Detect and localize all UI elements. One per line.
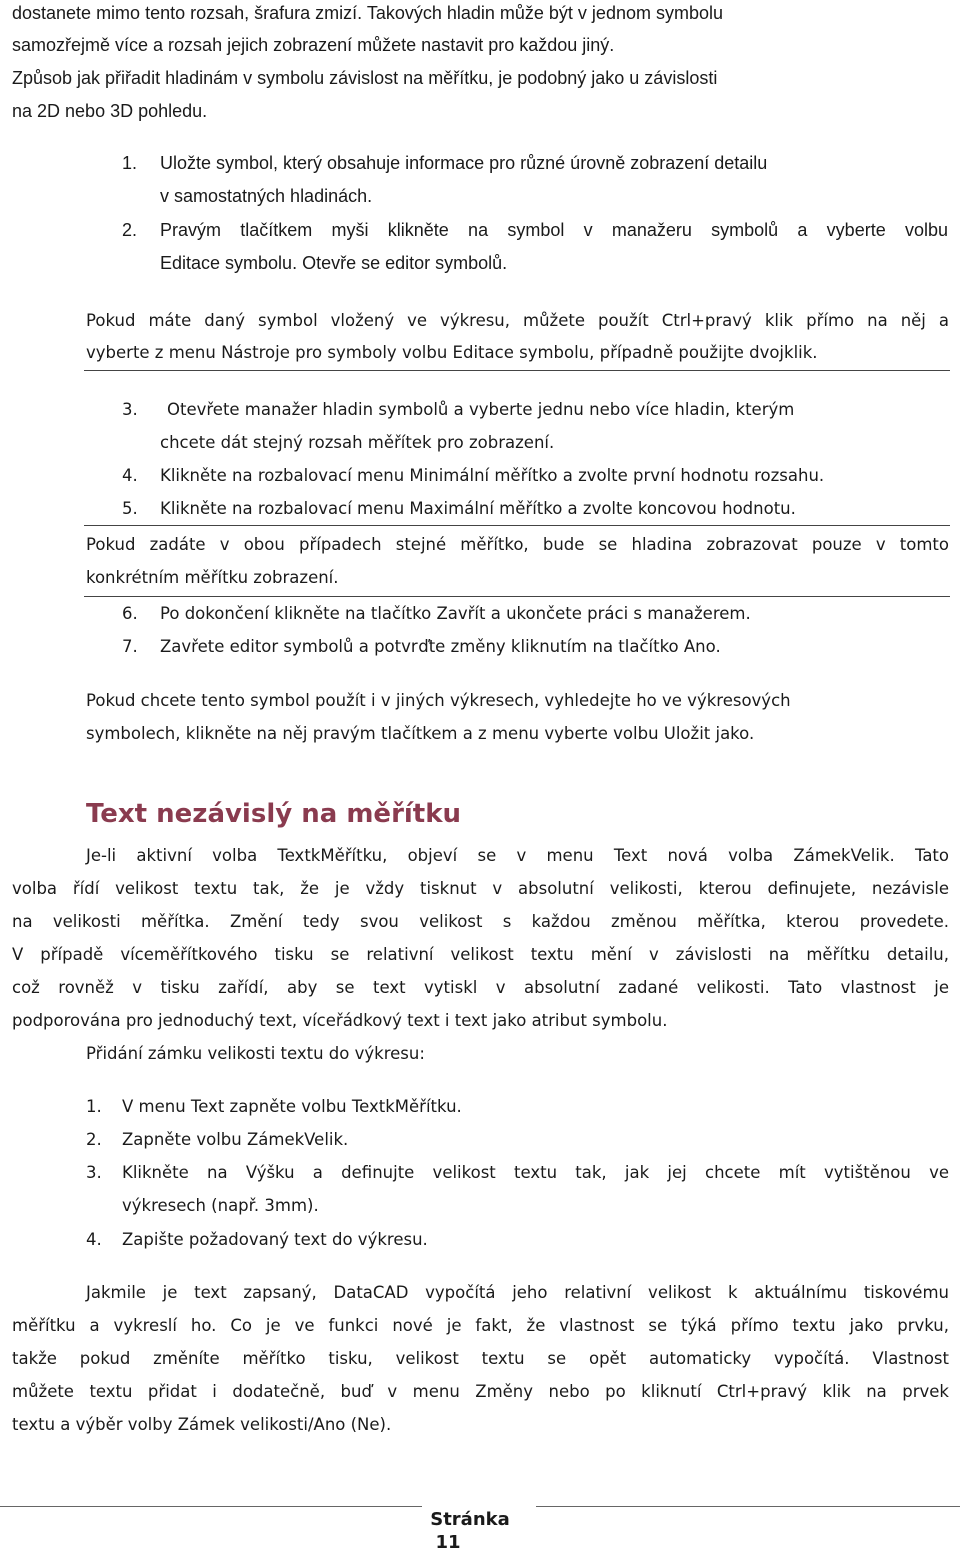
step-text: Uložte symbol, který obsahuje informace pro různé úrovně zobrazení detailu <box>160 153 768 173</box>
paragraph-line: což rovněž v tisku zařídí, aby se text vytiskl v absolutní zadané velikosti. Tato vlastnost je <box>12 978 949 997</box>
paragraph-line: můžete textu přidat i dodatečně, buď v menu Změny nebo po kliknutí Ctrl+pravý klik na prvek <box>12 1382 949 1401</box>
paragraph-line: volba řídí velikost textu tak, že je vždy tisknut v absolutní velikosti, kterou definujete, nezávisle <box>12 879 949 898</box>
step-text: Zapište požadovaný text do výkresu. <box>122 1230 428 1249</box>
intro-line: Způsob jak přiřadit hladinám v symbolu závislost na měřítku, je podobný jako u závislosti <box>12 68 718 88</box>
step-number: 2. <box>86 1130 102 1149</box>
step-number: 4. <box>86 1230 102 1249</box>
intro-line: na 2D nebo 3D pohledu. <box>12 101 208 121</box>
step-number: 5. <box>122 499 138 518</box>
note-text: konkrétním měřítku zobrazení. <box>86 568 339 587</box>
page-number: 11 <box>435 1532 461 1553</box>
step-text: v samostatných hladinách. <box>160 186 373 206</box>
paragraph-line: takže pokud změníte měřítko tisku, velikost textu se opět automaticky vypočítá. Vlastnost <box>12 1349 949 1368</box>
footer-rule-left <box>0 1506 422 1507</box>
paragraph-line: podporována pro jednoduchý text, víceřádkový text i text jako atribut symbolu. <box>12 1011 668 1030</box>
paragraph-line: měřítku a vykreslí ho. Co je ve funkci nové je fakt, že vlastnost se týká přímo textu jako prvku, <box>12 1316 949 1335</box>
step-text: V menu Text zapněte volbu TextkMěřítku. <box>122 1097 462 1116</box>
save-note-text: symbolech, klikněte na něj pravým tlačítkem a z menu vyberte volbu Uložit jako. <box>86 724 755 743</box>
section-heading: Text nezávislý na měřítku <box>86 799 462 829</box>
step-text: chcete dát stejný rozsah měřítek pro zobrazení. <box>160 433 555 452</box>
step-number: 1. <box>86 1097 102 1116</box>
paragraph-line: textu a výběr volby Zámek velikosti/Ano (Ne). <box>12 1415 392 1434</box>
step-number: 3. <box>122 400 138 419</box>
step-text: Editace symbolu. Otevře se editor symbolů. <box>160 253 508 273</box>
step-text: Klikněte na rozbalovací menu Minimální měřítko a zvolte první hodnotu rozsahu. <box>160 466 825 485</box>
paragraph-line: Jakmile je text zapsaný, DataCAD vypočítá jeho relativní velikost k aktuálnímu tiskovému <box>86 1283 949 1302</box>
page-label: Stránka <box>430 1509 510 1530</box>
step-number: 3. <box>86 1163 102 1182</box>
step-text: Otevřete manažer hladin symbolů a vyberte jednu nebo více hladin, kterým <box>167 400 795 419</box>
step-number: 1. <box>122 153 138 173</box>
paragraph-line: V případě víceměřítkového tisku se relativní velikost textu mění v závislosti na měřítku detailu, <box>12 945 949 964</box>
step-number: 2. <box>122 220 138 240</box>
note-underline <box>84 370 950 371</box>
paragraph-line: Je-li aktivní volba TextkMěřítku, objeví se v menu Text nová volba ZámekVelik. Tato <box>86 846 949 865</box>
step-text: Zapněte volbu ZámekVelik. <box>122 1130 349 1149</box>
step-text: výkresech (např. 3mm). <box>122 1196 319 1215</box>
step-text: Zavřete editor symbolů a potvrďte změny kliknutím na tlačítko Ano. <box>160 637 721 656</box>
step-number: 4. <box>122 466 138 485</box>
list-intro: Přidání zámku velikosti textu do výkresu: <box>86 1044 425 1063</box>
step-text: Klikněte na rozbalovací menu Maximální měřítko a zvolte koncovou hodnotu. <box>160 499 796 518</box>
step-number: 6. <box>122 604 138 623</box>
step-text: Klikněte na Výšku a definujte velikost textu tak, jak jej chcete mít vytištěnou ve <box>122 1163 949 1182</box>
intro-line: dostanete mimo tento rozsah, šrafura zmizí. Takových hladin může být v jednom symbolu <box>12 3 723 23</box>
note-text: Pokud zadáte v obou případech stejné měřítko, bude se hladina zobrazovat pouze v tomto <box>86 535 949 554</box>
note-rule <box>84 525 950 526</box>
intro-line: samozřejmě více a rozsah jejich zobrazení můžete nastavit pro každou jiný. <box>12 35 615 55</box>
step-number: 7. <box>122 637 138 656</box>
step-text: Po dokončení klikněte na tlačítko Zavřít a ukončete práci s manažerem. <box>160 604 751 623</box>
note-underline <box>84 596 950 597</box>
footer-rule-right <box>536 1506 960 1507</box>
note-text: vyberte z menu Nástroje pro symboly volbu Editace symbolu, případně použijte dvojklik. <box>86 343 818 362</box>
save-note-text: Pokud chcete tento symbol použít i v jiných výkresech, vyhledejte ho ve výkresových <box>86 691 791 710</box>
note-text: Pokud máte daný symbol vložený ve výkresu, můžete použít Ctrl+pravý klik přímo na něj a <box>86 311 949 330</box>
step-text: Pravým tlačítkem myši klikněte na symbol v manažeru symbolů a vyberte volbu <box>160 220 948 240</box>
paragraph-line: na velikosti měřítka. Změní tedy svou velikost s každou změnou měřítka, kterou provedete. <box>12 912 949 931</box>
